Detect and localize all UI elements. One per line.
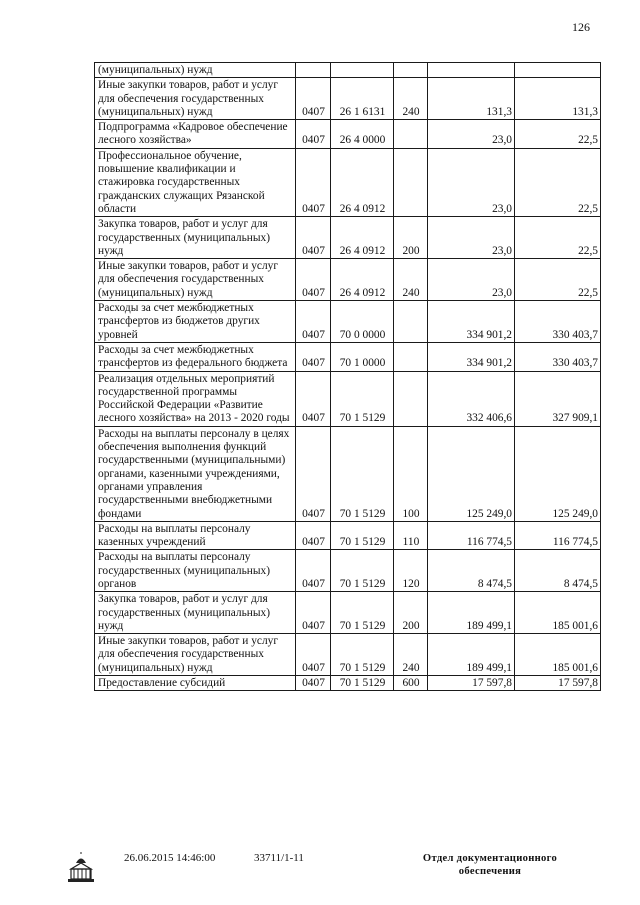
row-description: Предоставление субсидий [95, 676, 296, 691]
row-amount-executed: 125 249,0 [515, 426, 601, 521]
row-section: 0407 [296, 634, 331, 676]
row-section: 0407 [296, 676, 331, 691]
row-amount-planned: 23,0 [428, 120, 515, 149]
row-section: 0407 [296, 217, 331, 259]
row-amount-executed: 185 001,6 [515, 634, 601, 676]
table-row [95, 676, 601, 691]
table-row [95, 521, 601, 550]
row-description: Расходы на выплаты персоналу в целях обеспечения выполнения функций государственными (муниципальными) органами, казенными учреждениями, органами управления государственными внебюджетными фондами [95, 426, 296, 521]
row-amount-executed: 17 597,8 [515, 676, 601, 691]
row-section: 0407 [296, 148, 331, 216]
row-section: 0407 [296, 259, 331, 301]
row-target-code: 26 4 0912 [331, 148, 394, 216]
row-amount-executed: 22,5 [515, 217, 601, 259]
row-expense-type: 110 [394, 521, 428, 550]
table-row [95, 634, 601, 676]
row-amount-executed [515, 63, 601, 78]
row-amount-executed: 327 909,1 [515, 371, 601, 426]
row-expense-type [394, 120, 428, 149]
row-amount-planned: 116 774,5 [428, 521, 515, 550]
row-amount-planned: 189 499,1 [428, 634, 515, 676]
row-description: Расходы на выплаты персоналу государственных (муниципальных) органов [95, 550, 296, 592]
row-description: Расходы за счет межбюджетных трансфертов из федерального бюджета [95, 342, 296, 371]
row-description: Иные закупки товаров, работ и услуг для обеспечения государственных (муниципальных) нужд [95, 634, 296, 676]
row-amount-planned: 189 499,1 [428, 592, 515, 634]
row-section: 0407 [296, 592, 331, 634]
footer-date: 26.06.2015 14:46:00 [124, 852, 216, 864]
row-expense-type: 600 [394, 676, 428, 691]
footer-department: Отдел документационного обеспечения [422, 853, 558, 877]
table-row [95, 550, 601, 592]
row-amount-planned: 8 474,5 [428, 550, 515, 592]
table-row [95, 217, 601, 259]
row-target-code: 70 1 5129 [331, 426, 394, 521]
duma-emblem-icon [64, 852, 98, 886]
row-amount-planned: 332 406,6 [428, 371, 515, 426]
footer-doc-number: 33711/1-11 [254, 852, 304, 864]
row-amount-planned: 23,0 [428, 217, 515, 259]
row-target-code: 70 1 5129 [331, 592, 394, 634]
row-section: 0407 [296, 78, 331, 120]
row-amount-planned: 334 901,2 [428, 301, 515, 343]
table-row [95, 63, 601, 78]
row-amount-executed: 185 001,6 [515, 592, 601, 634]
row-amount-planned: 131,3 [428, 78, 515, 120]
row-amount-executed: 330 403,7 [515, 342, 601, 371]
table-row [95, 78, 601, 120]
row-target-code: 26 4 0912 [331, 259, 394, 301]
row-target-code: 70 1 5129 [331, 521, 394, 550]
row-expense-type [394, 342, 428, 371]
row-expense-type: 200 [394, 592, 428, 634]
table-row [95, 371, 601, 426]
row-expense-type [394, 301, 428, 343]
row-description: Профессиональное обучение, повышение квалификации и стажировка государственных гражданских служащих Рязанской области [95, 148, 296, 216]
row-target-code: 70 1 5129 [331, 634, 394, 676]
row-expense-type: 240 [394, 259, 428, 301]
row-description: Расходы за счет межбюджетных трансфертов из бюджетов других уровней [95, 301, 296, 343]
table-row [95, 148, 601, 216]
row-amount-executed: 330 403,7 [515, 301, 601, 343]
table-row [95, 259, 601, 301]
row-target-code: 70 1 5129 [331, 371, 394, 426]
row-section: 0407 [296, 550, 331, 592]
row-target-code: 26 4 0912 [331, 217, 394, 259]
row-expense-type: 100 [394, 426, 428, 521]
table-body [95, 63, 601, 691]
row-description: (муниципальных) нужд [95, 63, 296, 78]
row-expense-type: 120 [394, 550, 428, 592]
table-row [95, 426, 601, 521]
row-description: Расходы на выплаты персоналу казенных учреждений [95, 521, 296, 550]
table-row [95, 120, 601, 149]
row-description: Закупка товаров, работ и услуг для государственных (муниципальных) нужд [95, 592, 296, 634]
row-description: Реализация отдельных мероприятий государственной программы Российской Федерации «Развитие лесного хозяйства» на 2013 - 2020 годы [95, 371, 296, 426]
row-description: Иные закупки товаров, работ и услуг для обеспечения государственных (муниципальных) нужд [95, 259, 296, 301]
row-section [296, 63, 331, 78]
row-description: Закупка товаров, работ и услуг для государственных (муниципальных) нужд [95, 217, 296, 259]
row-amount-planned [428, 63, 515, 78]
row-amount-executed: 22,5 [515, 259, 601, 301]
row-section: 0407 [296, 521, 331, 550]
row-amount-executed: 131,3 [515, 78, 601, 120]
row-description: Подпрограмма «Кадровое обеспечение лесного хозяйства» [95, 120, 296, 149]
table-row [95, 592, 601, 634]
row-section: 0407 [296, 426, 331, 521]
row-amount-planned: 23,0 [428, 259, 515, 301]
row-amount-planned: 125 249,0 [428, 426, 515, 521]
row-expense-type: 240 [394, 78, 428, 120]
row-expense-type: 200 [394, 217, 428, 259]
page-number: 126 [572, 20, 590, 34]
row-expense-type [394, 148, 428, 216]
row-target-code: 70 1 0000 [331, 342, 394, 371]
row-target-code [331, 63, 394, 78]
table-row [95, 342, 601, 371]
row-amount-planned: 17 597,8 [428, 676, 515, 691]
budget-table [94, 62, 601, 691]
row-section: 0407 [296, 371, 331, 426]
row-target-code: 26 1 6131 [331, 78, 394, 120]
row-amount-executed: 116 774,5 [515, 521, 601, 550]
row-section: 0407 [296, 301, 331, 343]
row-amount-executed: 8 474,5 [515, 550, 601, 592]
row-expense-type [394, 371, 428, 426]
row-expense-type [394, 63, 428, 78]
row-section: 0407 [296, 120, 331, 149]
row-expense-type: 240 [394, 634, 428, 676]
row-section: 0407 [296, 342, 331, 371]
table-row [95, 301, 601, 343]
row-description: Иные закупки товаров, работ и услуг для обеспечения государственных (муниципальных) нужд [95, 78, 296, 120]
row-amount-planned: 334 901,2 [428, 342, 515, 371]
row-target-code: 26 4 0000 [331, 120, 394, 149]
row-target-code: 70 0 0000 [331, 301, 394, 343]
row-target-code: 70 1 5129 [331, 550, 394, 592]
row-amount-executed: 22,5 [515, 148, 601, 216]
row-amount-executed: 22,5 [515, 120, 601, 149]
row-amount-planned: 23,0 [428, 148, 515, 216]
row-target-code: 70 1 5129 [331, 676, 394, 691]
